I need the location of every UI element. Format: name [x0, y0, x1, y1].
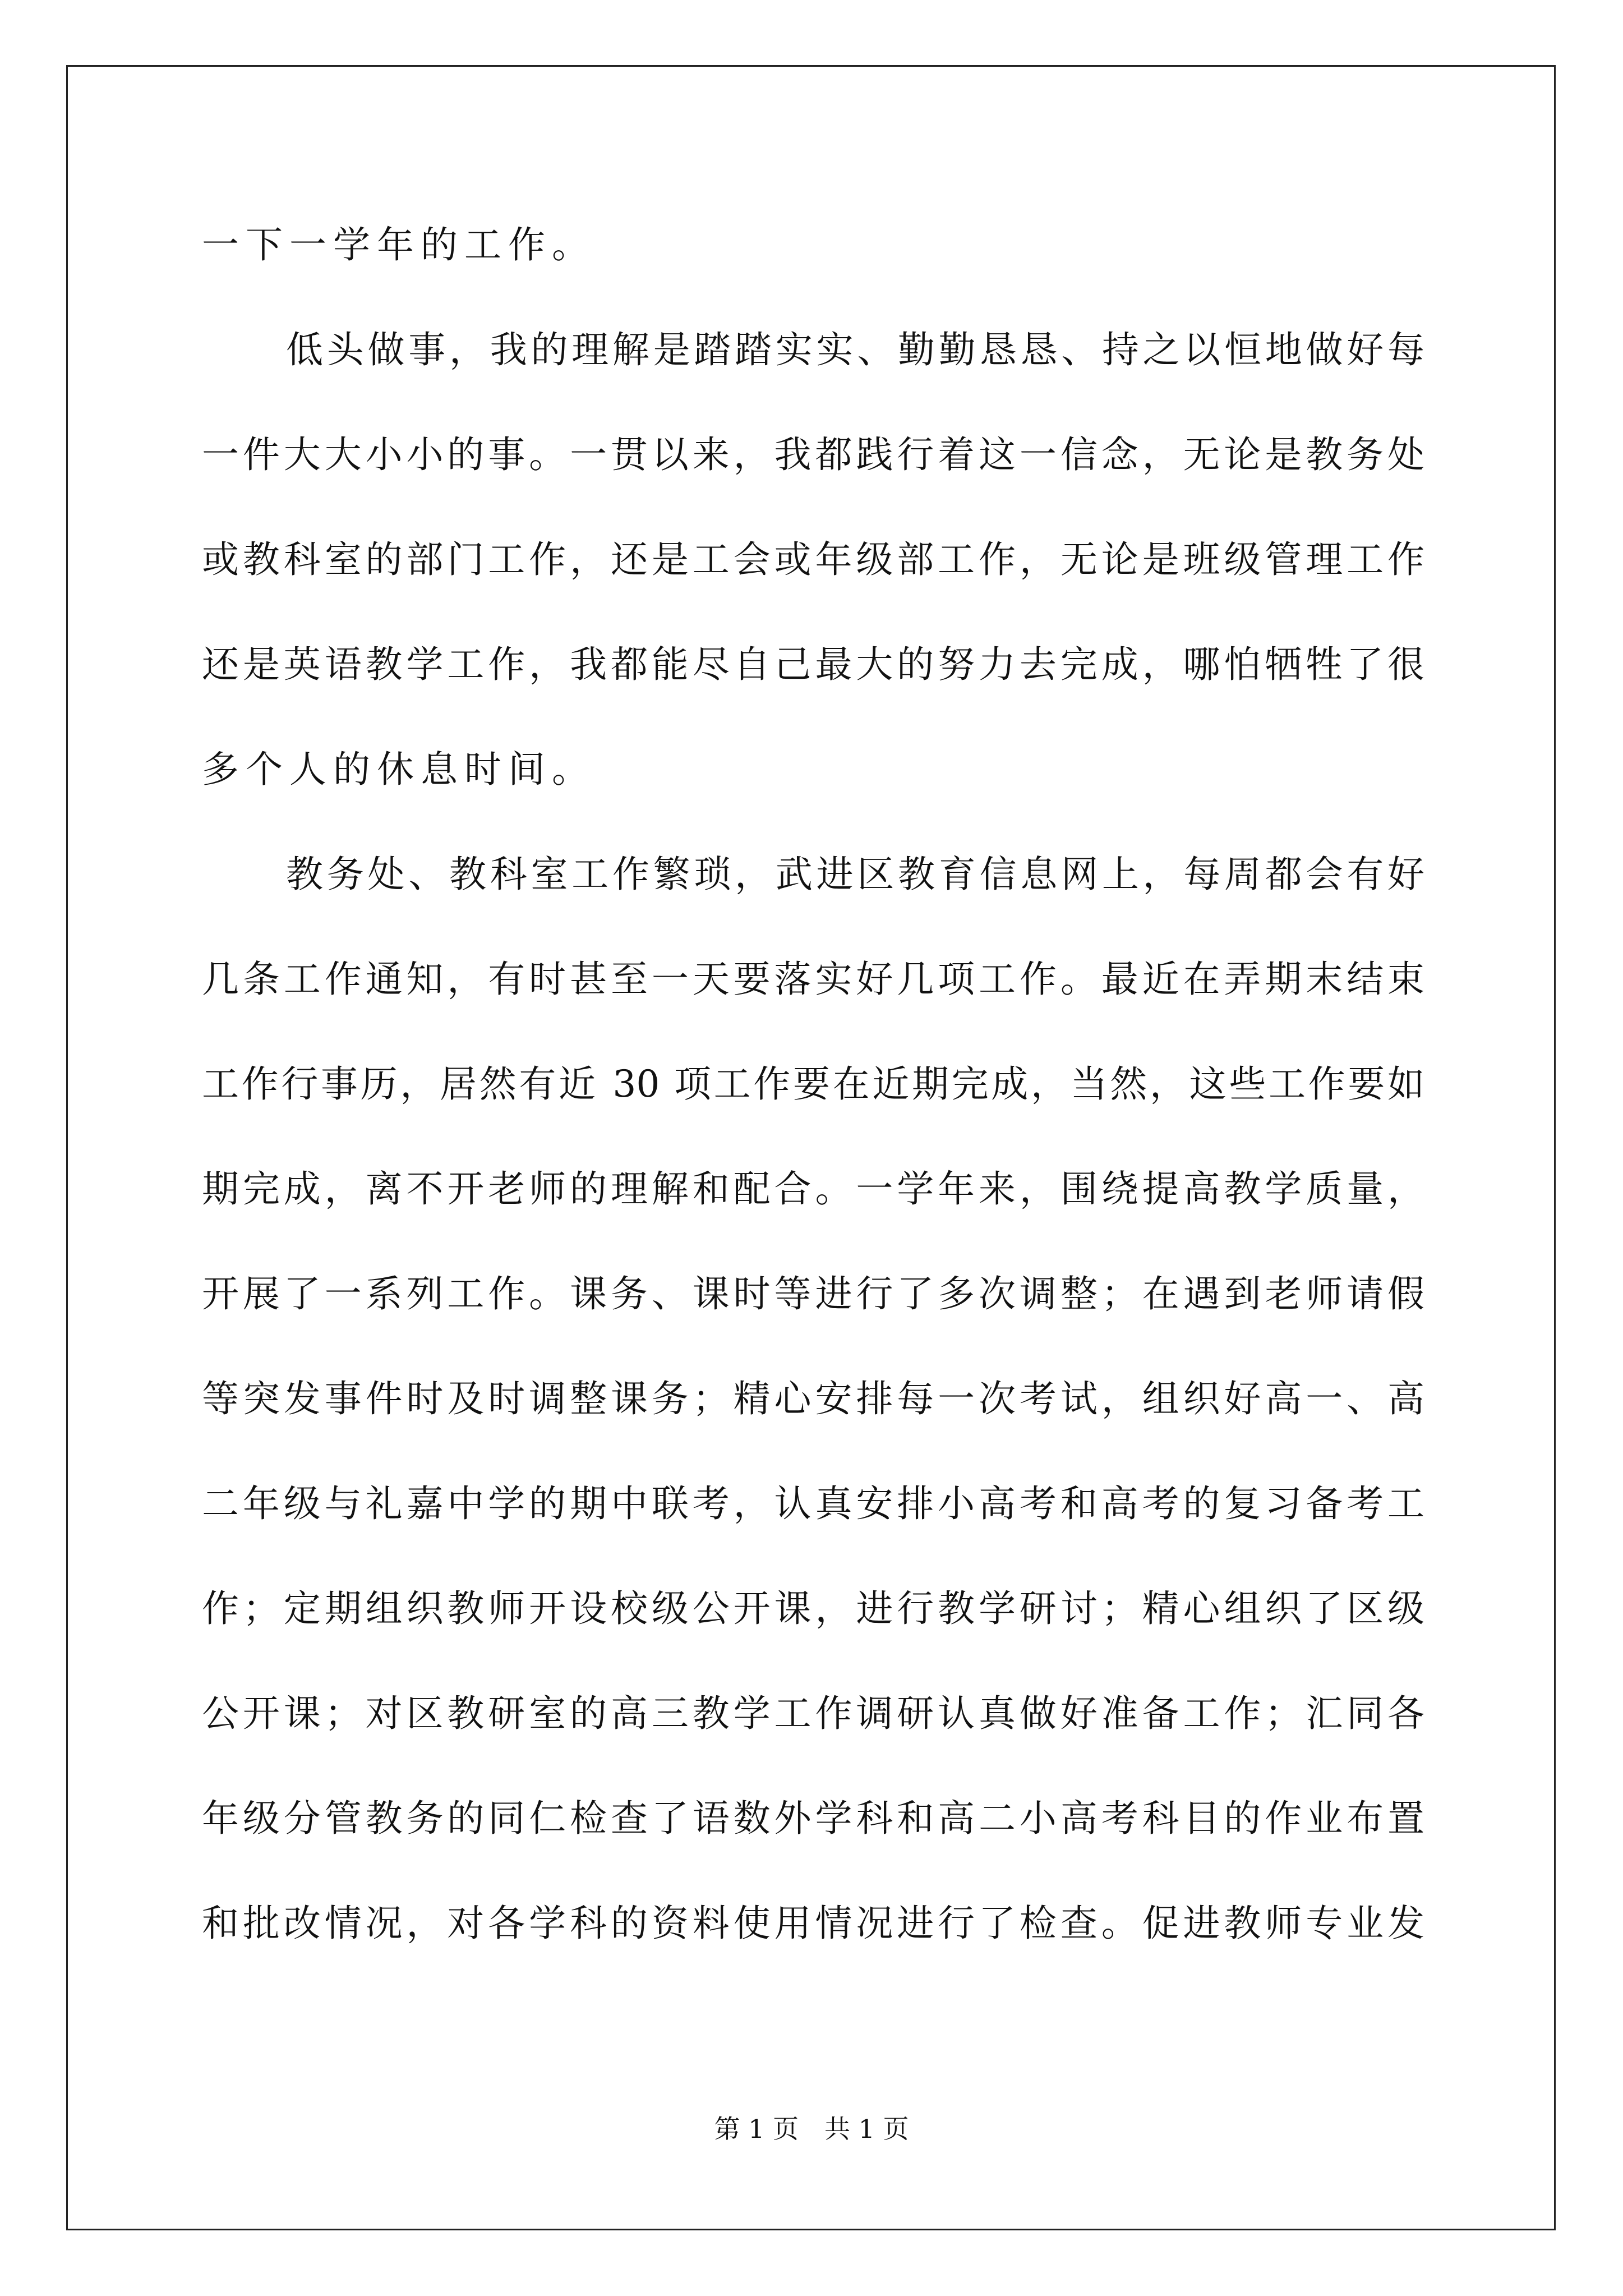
text-line: [202, 1053, 1424, 1158]
text-line: [202, 739, 1424, 844]
text-line: [202, 1683, 1424, 1788]
line-text: 年级分管教务的同仁检查了语数外学科和高二小高考科目的作业布置: [202, 1797, 1424, 1840]
line-text: 多个人的休息时间。: [202, 748, 596, 791]
text-line: [202, 319, 1424, 424]
line-text: 作；定期组织教师开设校级公开课，进行教学研讨；精心组织了区级: [202, 1587, 1424, 1630]
text-line: [202, 1263, 1424, 1368]
text-line: [202, 424, 1424, 529]
line-text: 开展了一系列工作。课务、课时等进行了多次调整；在遇到老师请假: [202, 1272, 1424, 1315]
text-line: [202, 1578, 1424, 1683]
text-line: [202, 634, 1424, 739]
line-text: 等突发事件时及时调整课务；精心安排每一次考试，组织好高一、高: [202, 1377, 1424, 1420]
text-line: [202, 1473, 1424, 1578]
page-footer: 第 1 页 共 1 页: [714, 2114, 909, 2144]
text-line: [202, 949, 1424, 1053]
line-text: 几条工作通知，有时甚至一天要落实好几项工作。最近在弄期末结束: [202, 958, 1424, 1001]
text-line: [202, 1788, 1424, 1893]
document-body: [202, 214, 1424, 1998]
text-line: [202, 529, 1424, 634]
line-text: 教务处、教科室工作繁琐，武进区教育信息网上，每周都会有好: [286, 853, 1424, 896]
line-text: 公开课；对区教研室的高三教学工作调研认真做好准备工作；汇同各: [202, 1692, 1424, 1735]
line-text: 工作行事历，居然有近 30 项工作要在近期完成，当然，这些工作要如: [202, 1062, 1424, 1106]
text-line: [202, 844, 1424, 949]
text-line: [202, 1158, 1424, 1263]
text-line: [202, 1368, 1424, 1473]
line-text: 期完成，离不开老师的理解和配合。一学年来，围绕提高教学质量，: [202, 1167, 1424, 1211]
line-text: 还是英语教学工作，我都能尽自己最大的努力去完成，哪怕牺牲了很: [202, 643, 1424, 686]
line-text: 低头做事，我的理解是踏踏实实、勤勤恳恳、持之以恒地做好每: [286, 328, 1424, 371]
text-line: [202, 214, 1424, 319]
line-text: 一件大大小小的事。一贯以来，我都践行着这一信念，无论是教务处: [202, 433, 1424, 476]
line-text: 和批改情况，对各学科的资料使用情况进行了检查。促进教师专业发: [202, 1902, 1424, 1945]
line-text: 一下一学年的工作。: [202, 223, 596, 266]
line-text: 或教科室的部门工作，还是工会或年级部工作，无论是班级管理工作: [202, 538, 1424, 581]
text-line: [202, 1893, 1424, 1998]
line-text: 二年级与礼嘉中学的期中联考，认真安排小高考和高考的复习备考工: [202, 1482, 1424, 1525]
